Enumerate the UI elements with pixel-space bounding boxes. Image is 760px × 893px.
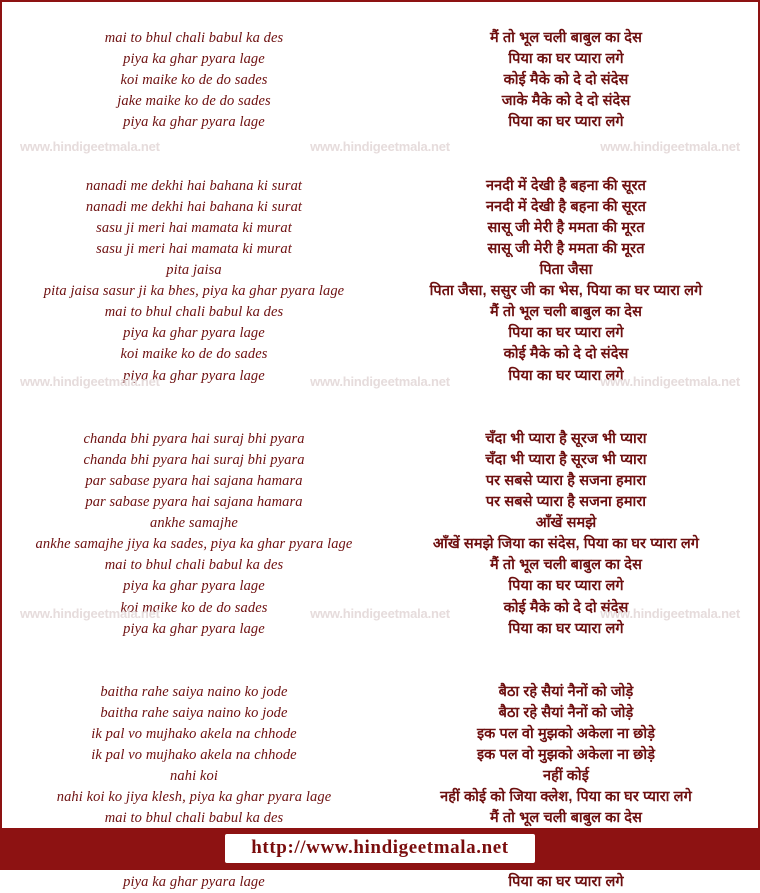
lyric-line: पिया का घर प्यारा लगे bbox=[508, 873, 624, 890]
lyric-line: बैठा रहे सैयां नैनों को जोड़े bbox=[498, 705, 634, 721]
lyric-line: मैं तो भूल चली बाबुल का देस bbox=[489, 30, 643, 46]
lyric-line-blank bbox=[380, 661, 752, 682]
lyrics-columns bbox=[2, 28, 758, 893]
watermark-text: www.hindigeetmala.net bbox=[20, 606, 160, 621]
lyric-line: piya ka ghar pyara lage bbox=[123, 620, 265, 637]
lyric-line: par sabase pyara hai sajana hamara bbox=[85, 494, 303, 511]
lyric-line: मैं तो भूल चली बाबुल का देस bbox=[489, 304, 643, 321]
lyric-line: पिता जैसा, ससुर जी का भेस, पिया का घर प्यारा लगे bbox=[429, 283, 703, 300]
lyric-line: इक पल वो मुझको अकेला ना छोड़े bbox=[476, 726, 656, 743]
lyric-line: पिया का घर प्यारा लगे bbox=[508, 51, 624, 68]
lyric-line-blank bbox=[8, 640, 380, 661]
lyric-line: इक पल वो मुझको अकेला ना छोड़े bbox=[476, 747, 656, 764]
watermark-text: www.hindigeetmala.net bbox=[600, 606, 740, 621]
lyric-line-blank bbox=[380, 408, 752, 429]
lyric-line: पिया का घर प्यारा लगे bbox=[508, 367, 624, 384]
lyric-line: pita jaisa sasur ji ka bhes, piya ka ghar pyara lage bbox=[43, 283, 345, 300]
lyric-line: मैं तो भूल चली बाबुल का देस bbox=[489, 557, 643, 574]
lyric-line: nanadi me dekhi hai bahana ki surat bbox=[85, 177, 303, 194]
lyric-line: कोई मैके को दे दो संदेस bbox=[503, 599, 629, 616]
lyric-line: jake maike ko de do sades bbox=[117, 93, 271, 110]
watermark-text: www.hindigeetmala.net bbox=[310, 606, 450, 621]
lyric-line: mai to bhul chali babul ka des bbox=[104, 810, 284, 827]
lyric-line: piya ka ghar pyara lage bbox=[123, 51, 265, 68]
lyric-line: koi maike ko de do sades bbox=[120, 72, 268, 89]
site-url-link[interactable]: http://www.hindigeetmala.net bbox=[225, 834, 534, 863]
watermark-text: www.hindigeetmala.net bbox=[310, 139, 450, 154]
lyric-line: ik pal vo mujhako akela na chhode bbox=[91, 747, 297, 764]
lyric-line: chanda bhi pyara hai suraj bhi pyara bbox=[83, 451, 305, 468]
lyric-line: mai to bhul chali babul ka des bbox=[104, 30, 284, 46]
lyric-line: सासू जी मेरी है ममता की मूरत bbox=[487, 240, 645, 257]
lyric-line: पिया का घर प्यारा लगे bbox=[508, 578, 624, 595]
lyric-line: piya ka ghar pyara lage bbox=[123, 578, 265, 595]
lyric-line: जाके मैके को दे दो संदेस bbox=[501, 93, 631, 110]
watermark-text: www.hindigeetmala.net bbox=[600, 139, 740, 154]
lyric-line: mai to bhul chali babul ka des bbox=[104, 557, 284, 574]
lyric-line: baitha rahe saiya naino ko jode bbox=[100, 683, 288, 700]
lyric-line-blank bbox=[380, 155, 752, 176]
lyric-line: pita jaisa bbox=[166, 262, 222, 279]
lyric-line: koi maike ko de do sades bbox=[120, 599, 268, 616]
lyric-line: मैं तो भूल चली बाबुल का देस bbox=[489, 810, 643, 827]
lyric-line: चँदा भी प्यारा है सूरज भी प्यारा bbox=[485, 430, 647, 447]
lyric-line: कोई मैके को दे दो संदेस bbox=[503, 72, 629, 89]
watermark-text: www.hindigeetmala.net bbox=[20, 374, 160, 389]
lyric-line: पिया का घर प्यारा लगे bbox=[508, 325, 624, 342]
lyric-line: पर सबसे प्यारा है सजना हमारा bbox=[485, 472, 647, 489]
lyric-line: baitha rahe saiya naino ko jode bbox=[100, 705, 288, 721]
lyric-line: सासू जी मेरी है ममता की मूरत bbox=[487, 219, 645, 236]
lyric-line: ik pal vo mujhako akela na chhode bbox=[91, 726, 297, 743]
lyric-line: आँखें समझे bbox=[535, 515, 597, 532]
lyric-line: ननदी में देखी है बहना की सूरत bbox=[485, 198, 647, 215]
lyric-line-blank bbox=[380, 387, 752, 408]
footer-bar bbox=[2, 828, 758, 868]
lyric-line: चँदा भी प्यारा है सूरज भी प्यारा bbox=[485, 451, 647, 468]
lyric-line: ankhe samajhe bbox=[150, 515, 238, 532]
transliteration-column bbox=[2, 28, 380, 893]
lyric-line: ननदी में देखी है बहना की सूरत bbox=[485, 177, 647, 194]
lyric-line-blank bbox=[8, 661, 380, 682]
lyric-line: piya ka ghar pyara lage bbox=[123, 325, 265, 342]
lyric-line: nanadi me dekhi hai bahana ki surat bbox=[85, 198, 303, 215]
lyric-line: nahi koi ko jiya klesh, piya ka ghar pyara lage bbox=[56, 789, 332, 806]
lyric-line: नहीं कोई bbox=[542, 768, 590, 785]
lyric-line: पर सबसे प्यारा है सजना हमारा bbox=[485, 494, 647, 511]
lyric-line-blank bbox=[380, 133, 752, 154]
lyric-line-blank bbox=[8, 133, 380, 154]
lyric-line: par sabase pyara hai sajana hamara bbox=[85, 472, 303, 489]
lyric-line: chanda bhi pyara hai suraj bhi pyara bbox=[83, 430, 305, 447]
lyric-line: ankhe samajhe jiya ka sades, piya ka ghar pyara lage bbox=[35, 536, 353, 553]
lyric-line: कोई मैके को दे दो संदेस bbox=[503, 346, 629, 363]
lyric-line-blank bbox=[8, 155, 380, 176]
watermark-text: www.hindigeetmala.net bbox=[310, 374, 450, 389]
lyric-line: piya ka ghar pyara lage bbox=[123, 873, 265, 890]
lyric-line: sasu ji meri hai mamata ki murat bbox=[96, 240, 292, 257]
lyric-line: piya ka ghar pyara lage bbox=[123, 114, 265, 131]
lyric-line: बैठा रहे सैयां नैनों को जोड़े bbox=[498, 683, 634, 700]
lyric-line-blank bbox=[8, 408, 380, 429]
lyric-line: nahi koi bbox=[170, 768, 218, 785]
lyric-line: पिया का घर प्यारा लगे bbox=[508, 620, 624, 637]
lyric-line: आँखें समझे जिया का संदेस, पिया का घर प्यारा लगे bbox=[432, 536, 700, 553]
watermark-text: www.hindigeetmala.net bbox=[600, 374, 740, 389]
lyric-line: नहीं कोई को जिया क्लेश, पिया का घर प्यारा लगे bbox=[440, 789, 692, 806]
lyric-line-blank bbox=[380, 640, 752, 661]
lyric-line: mai to bhul chali babul ka des bbox=[104, 304, 284, 321]
lyric-line: sasu ji meri hai mamata ki murat bbox=[96, 219, 292, 236]
lyric-line: piya ka ghar pyara lage bbox=[123, 367, 265, 384]
lyric-line: koi maike ko de do sades bbox=[120, 346, 268, 363]
watermark-text: www.hindigeetmala.net bbox=[20, 139, 160, 154]
lyric-line: पिया का घर प्यारा लगे bbox=[508, 114, 624, 131]
devanagari-column bbox=[380, 28, 758, 893]
lyric-line: पिता जैसा bbox=[539, 262, 593, 279]
lyric-line-blank bbox=[8, 387, 380, 408]
